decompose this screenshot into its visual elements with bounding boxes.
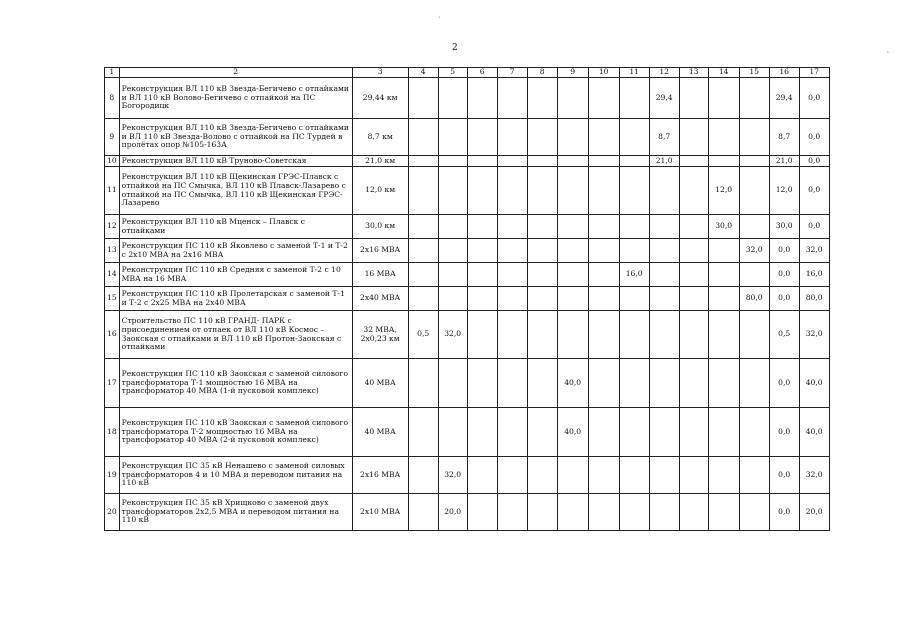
table-cell: [679, 239, 708, 263]
table-cell: [467, 167, 497, 215]
table-cell: [588, 494, 619, 531]
table-cell: [649, 494, 679, 531]
table-cell: [557, 78, 588, 119]
table-cell: [588, 167, 619, 215]
table-cell: 80,0: [799, 287, 829, 311]
table-cell: 40,0: [557, 359, 588, 408]
table-cell: 29,4: [649, 78, 679, 119]
table-cell: 0,5: [408, 311, 438, 359]
table-cell: [649, 263, 679, 287]
table-cell: 16 МВА: [352, 263, 408, 287]
table-cell: [467, 287, 497, 311]
table-cell: [557, 215, 588, 239]
table-cell: 21,0 км: [352, 156, 408, 167]
table-cell: [527, 239, 557, 263]
table-cell: [708, 311, 739, 359]
column-header: 12: [649, 68, 679, 78]
table-cell: [497, 156, 527, 167]
table-cell: [649, 359, 679, 408]
table-cell: [467, 215, 497, 239]
scan-mark: ´: [437, 16, 441, 25]
table-row: [105, 408, 830, 457]
table-cell: [557, 263, 588, 287]
table-cell: 30,0 км: [352, 215, 408, 239]
row-number: 18: [105, 408, 120, 457]
row-number: 19: [105, 457, 120, 494]
table-cell: 0,0: [769, 494, 799, 531]
table-cell: [497, 78, 527, 119]
table-cell: 32,0: [799, 311, 829, 359]
table-cell: [527, 311, 557, 359]
table-cell: [679, 119, 708, 156]
table-cell: [408, 457, 438, 494]
table-cell: [619, 119, 649, 156]
table-cell: [619, 167, 649, 215]
table-cell: [588, 156, 619, 167]
table-cell: [588, 287, 619, 311]
table-cell: 8,7: [769, 119, 799, 156]
table-cell: 30,0: [769, 215, 799, 239]
table-cell: [679, 494, 708, 531]
project-name: Реконструкция ПС 110 кВ Заокская с заменой силового трансформатора Т-1 мощностью 16 МВА на трансформатор 40 МВА (1-й пусковой комплекс): [119, 359, 352, 408]
table-cell: 32,0: [799, 239, 829, 263]
table-cell: [557, 167, 588, 215]
table-cell: 0,0: [769, 239, 799, 263]
table-cell: 16,0: [619, 263, 649, 287]
table-cell: [467, 408, 497, 457]
table-cell: [739, 408, 769, 457]
table-cell: [557, 311, 588, 359]
table-cell: 2х16 МВА: [352, 239, 408, 263]
table-cell: [649, 311, 679, 359]
table-cell: [649, 457, 679, 494]
table-cell: [438, 119, 467, 156]
table-cell: [408, 239, 438, 263]
row-number: 15: [105, 287, 120, 311]
project-name: Реконструкция ВЛ 110 кВ Звезда-Бегичево с отпайками и ВЛ 110 кВ Звезда-Волово с отпайкой на ПС Турдей в пролётах опор №105-163А: [119, 119, 352, 156]
table-cell: [497, 239, 527, 263]
table-cell: [739, 311, 769, 359]
table-cell: [497, 167, 527, 215]
table-cell: [497, 457, 527, 494]
header-row: [105, 68, 830, 78]
table-cell: [557, 156, 588, 167]
table-cell: [679, 311, 708, 359]
table-cell: 12,0: [708, 167, 739, 215]
project-name: Строительство ПС 110 кВ ГРАНД- ПАРК с присоединением от отпаек от ВЛ 110 кВ Космос – Заокская с отпайками и ВЛ 110 кВ Протон-Заокская с отпайками: [119, 311, 352, 359]
table-cell: [619, 239, 649, 263]
table-cell: [679, 457, 708, 494]
table-cell: 0,0: [799, 119, 829, 156]
table-cell: [497, 359, 527, 408]
table-cell: 40 МВА: [352, 408, 408, 457]
table-cell: [557, 287, 588, 311]
table-cell: [588, 119, 619, 156]
table-cell: [679, 215, 708, 239]
column-header: 10: [588, 68, 619, 78]
table-row: [105, 215, 830, 239]
table-cell: 8,7 км: [352, 119, 408, 156]
table-cell: 0,0: [799, 156, 829, 167]
table-row: [105, 311, 830, 359]
project-name: Реконструкция ВЛ 110 кВ Труново-Советская: [119, 156, 352, 167]
table-cell: [619, 78, 649, 119]
row-number: 12: [105, 215, 120, 239]
table-cell: [527, 457, 557, 494]
column-header: 17: [799, 68, 829, 78]
table-cell: [527, 156, 557, 167]
table-cell: [619, 457, 649, 494]
table-cell: [739, 359, 769, 408]
table-cell: [408, 287, 438, 311]
row-number: 11: [105, 167, 120, 215]
table-cell: [408, 494, 438, 531]
column-header: 11: [619, 68, 649, 78]
table-cell: [708, 457, 739, 494]
table-cell: [408, 263, 438, 287]
table-cell: [408, 167, 438, 215]
table-cell: [708, 78, 739, 119]
data-table: [104, 67, 830, 531]
table-cell: [527, 167, 557, 215]
table-cell: 0,5: [769, 311, 799, 359]
table-cell: [649, 215, 679, 239]
table-cell: [588, 359, 619, 408]
table-cell: [679, 78, 708, 119]
table-cell: [739, 119, 769, 156]
table-cell: [467, 359, 497, 408]
table-cell: 40,0: [557, 408, 588, 457]
table-cell: [438, 287, 467, 311]
table-cell: [708, 359, 739, 408]
table-cell: 12,0: [769, 167, 799, 215]
project-name: Реконструкция ПС 35 кВ Ненашево с заменой силовых трансформаторов 4 и 10 МВА и переводом питания на 110 кВ: [119, 457, 352, 494]
table-cell: [708, 156, 739, 167]
column-header: 15: [739, 68, 769, 78]
column-header: 7: [497, 68, 527, 78]
table-cell: 32,0: [438, 311, 467, 359]
column-header: 9: [557, 68, 588, 78]
table-cell: [679, 287, 708, 311]
table-cell: [467, 156, 497, 167]
table-cell: [588, 457, 619, 494]
table-cell: [497, 287, 527, 311]
table-cell: [467, 78, 497, 119]
table-cell: 32,0: [438, 457, 467, 494]
column-header: 2: [119, 68, 352, 78]
table-cell: [588, 239, 619, 263]
column-header: 6: [467, 68, 497, 78]
table-cell: [408, 359, 438, 408]
project-name: Реконструкция ВЛ 110 кВ Щекинская ГРЭС-Плавск с отпайкой на ПС Смычка, ВЛ 110 кВ Плавск-Лазарево с отпайкой на ПС Смычка, ВЛ 110 кВ Щекинская ГРЭС-Лазарево: [119, 167, 352, 215]
table-cell: [679, 156, 708, 167]
table-cell: [408, 215, 438, 239]
table-cell: [708, 263, 739, 287]
table-row: [105, 494, 830, 531]
table-cell: 32,0: [799, 457, 829, 494]
table-cell: [527, 215, 557, 239]
table-row: [105, 263, 830, 287]
table-cell: 0,0: [769, 287, 799, 311]
table-cell: [619, 311, 649, 359]
table-row: [105, 78, 830, 119]
column-header: 13: [679, 68, 708, 78]
table-cell: [408, 408, 438, 457]
table-cell: 2х16 МВА: [352, 457, 408, 494]
table-cell: [527, 287, 557, 311]
table-cell: 40,0: [799, 408, 829, 457]
table-cell: [438, 215, 467, 239]
table-row: [105, 457, 830, 494]
table-cell: [557, 494, 588, 531]
project-name: Реконструкция ПС 110 кВ Средняя с заменой Т-2 с 10 МВА на 16 МВА: [119, 263, 352, 287]
table-cell: 32,0: [739, 239, 769, 263]
table-cell: [527, 359, 557, 408]
table-cell: 21,0: [769, 156, 799, 167]
table-cell: [467, 239, 497, 263]
table-cell: [619, 408, 649, 457]
table-cell: 21,0: [649, 156, 679, 167]
table-cell: [467, 263, 497, 287]
column-header: 1: [105, 68, 120, 78]
table-cell: [497, 311, 527, 359]
table-cell: [708, 287, 739, 311]
table-cell: [588, 78, 619, 119]
table-cell: [739, 156, 769, 167]
table-cell: 0,0: [799, 167, 829, 215]
table-row: [105, 359, 830, 408]
table-cell: [438, 78, 467, 119]
table-cell: [438, 167, 467, 215]
table-cell: [527, 119, 557, 156]
table-cell: [467, 311, 497, 359]
row-number: 13: [105, 239, 120, 263]
project-name: Реконструкция ВЛ 110 кВ Звезда-Бегичево с отпайками и ВЛ 110 кВ Волово-Бегичево с отпайкой на ПС Богородицк: [119, 78, 352, 119]
row-number: 14: [105, 263, 120, 287]
table-cell: [619, 215, 649, 239]
project-name: Реконструкция ВЛ 110 кВ Мценск – Плавск с отпайками: [119, 215, 352, 239]
row-number: 20: [105, 494, 120, 531]
table-cell: [588, 408, 619, 457]
page-number: 2: [452, 43, 458, 53]
row-number: 8: [105, 78, 120, 119]
table-cell: 29,4: [769, 78, 799, 119]
table-cell: [619, 287, 649, 311]
table-cell: [739, 457, 769, 494]
table-cell: [649, 167, 679, 215]
table-cell: [467, 494, 497, 531]
table-cell: [708, 119, 739, 156]
table-cell: [438, 239, 467, 263]
table-cell: [557, 457, 588, 494]
table-cell: [708, 408, 739, 457]
table-cell: 0,0: [769, 457, 799, 494]
table-cell: [619, 359, 649, 408]
table-cell: [679, 167, 708, 215]
row-number: 10: [105, 156, 120, 167]
table-cell: 20,0: [799, 494, 829, 531]
table-row: [105, 119, 830, 156]
table-cell: [408, 156, 438, 167]
table-cell: [679, 359, 708, 408]
table-cell: [497, 263, 527, 287]
table-cell: [497, 408, 527, 457]
column-header: 3: [352, 68, 408, 78]
row-number: 16: [105, 311, 120, 359]
table-cell: [588, 215, 619, 239]
table-cell: [467, 119, 497, 156]
scan-mark: ˛: [886, 44, 890, 53]
table-cell: [438, 408, 467, 457]
table-cell: [739, 263, 769, 287]
table-row: [105, 156, 830, 167]
table-cell: 29,44 км: [352, 78, 408, 119]
table-cell: 2х40 МВА: [352, 287, 408, 311]
table-cell: [588, 263, 619, 287]
table-cell: [739, 215, 769, 239]
table-cell: [557, 239, 588, 263]
table-cell: [497, 494, 527, 531]
table-cell: [527, 494, 557, 531]
table-cell: [438, 263, 467, 287]
table-cell: [679, 408, 708, 457]
table-row: [105, 167, 830, 215]
table-cell: [438, 156, 467, 167]
table-row: [105, 287, 830, 311]
project-name: Реконструкция ПС 110 кВ Яковлево с заменой Т-1 и Т-2 с 2х10 МВА на 2х16 МВА: [119, 239, 352, 263]
row-number: 17: [105, 359, 120, 408]
table-cell: 30,0: [708, 215, 739, 239]
table-cell: [708, 494, 739, 531]
row-number: 9: [105, 119, 120, 156]
table-cell: [527, 263, 557, 287]
table-cell: 40,0: [799, 359, 829, 408]
project-name: Реконструкция ПС 110 кВ Заокская с заменой силового трансформатора Т-2 мощностью 16 МВА на трансформатор 40 МВА (2-й пусковой комплекс): [119, 408, 352, 457]
table-cell: 32 МВА, 2х0,23 км: [352, 311, 408, 359]
table-cell: [649, 239, 679, 263]
table-cell: 16,0: [799, 263, 829, 287]
table-cell: [408, 78, 438, 119]
table-cell: [619, 156, 649, 167]
table-cell: 0,0: [769, 408, 799, 457]
column-header: 5: [438, 68, 467, 78]
column-header: 14: [708, 68, 739, 78]
table-cell: [739, 494, 769, 531]
project-name: Реконструкция ПС 110 кВ Пролетарская с заменой Т-1 и Т-2 с 2х25 МВА на 2х40 МВА: [119, 287, 352, 311]
table-cell: [527, 408, 557, 457]
table-cell: 0,0: [799, 78, 829, 119]
table-cell: 40 МВА: [352, 359, 408, 408]
column-header: 8: [527, 68, 557, 78]
table-cell: [708, 239, 739, 263]
column-header: 16: [769, 68, 799, 78]
table-cell: [679, 263, 708, 287]
table-cell: [497, 215, 527, 239]
table-cell: 12,0 км: [352, 167, 408, 215]
table-cell: [497, 119, 527, 156]
table-cell: 8,7: [649, 119, 679, 156]
table-cell: 80,0: [739, 287, 769, 311]
project-name: Реконструкция ПС 35 кВ Хрищково с заменой двух трансформаторов 2х2,5 МВА и переводом питания на 110 кВ: [119, 494, 352, 531]
table-cell: [649, 287, 679, 311]
table-cell: 0,0: [799, 215, 829, 239]
table-cell: [527, 78, 557, 119]
table-cell: [557, 119, 588, 156]
table-cell: [408, 119, 438, 156]
table-cell: [649, 408, 679, 457]
column-header: 4: [408, 68, 438, 78]
table-cell: 2х10 МВА: [352, 494, 408, 531]
table-cell: [739, 167, 769, 215]
table-cell: 0,0: [769, 359, 799, 408]
table-cell: [739, 78, 769, 119]
table-cell: 20,0: [438, 494, 467, 531]
table-cell: [588, 311, 619, 359]
table-row: [105, 239, 830, 263]
table-cell: [438, 359, 467, 408]
table-cell: [619, 494, 649, 531]
table-cell: [467, 457, 497, 494]
table-cell: 0,0: [769, 263, 799, 287]
